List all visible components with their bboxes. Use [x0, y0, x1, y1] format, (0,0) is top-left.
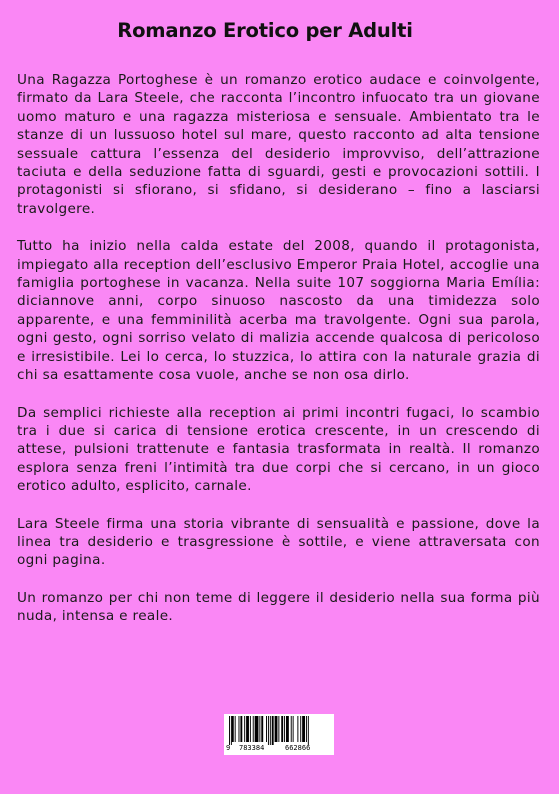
barcode-bar: [255, 716, 259, 742]
barcode-bar: [240, 716, 242, 742]
barcode-bar: [286, 716, 289, 742]
barcode-bar: [244, 716, 245, 742]
barcode-bar: [268, 716, 269, 745]
barcode-bar: [275, 716, 278, 742]
isbn-first-digit: 9: [226, 744, 231, 752]
paragraph-closing: Un romanzo per chi non teme di leggere il desiderio nella sua forma più nuda, intensa e reale.: [17, 589, 540, 625]
barcode-bar: [272, 716, 274, 745]
barcode-bar: [261, 716, 263, 742]
barcode-bar: [278, 716, 279, 742]
barcode-bar: [235, 716, 236, 742]
barcode-bar: [259, 716, 260, 742]
barcode-bar: [239, 716, 240, 742]
barcode-bar: [284, 716, 285, 742]
paragraph-plot: Da semplici richieste alla reception ai primi incontri fugaci, lo scambio tra i due si carica di tensione erotica crescente, in un crescendo di attese, pulsioni trattenute e fantasia trasformata in realtà. Il romanzo esplora senza freni l’intimità tra due corpi che si cercano, in un gioco erotico adulto, esplicito, carnale.: [17, 404, 540, 495]
isbn-right-group: 662866: [285, 744, 311, 752]
barcode-bar: [306, 716, 307, 742]
barcode-bar: [229, 716, 230, 745]
barcode-bar: [232, 716, 234, 742]
isbn-barcode: [224, 714, 334, 755]
barcode-bar: [293, 716, 294, 742]
barcode-bar: [308, 716, 309, 745]
barcode-bar: [250, 716, 251, 742]
paragraph-intro: Una Ragazza Portoghese è un romanzo erotico audace e coinvolgente, firmato da Lara Steele, che racconta l’incontro infuocato tra un giovane uomo maturo e una ragazza misteriosa e sensuale. Ambientato tra le stanze di un lussuoso hotel sul mare, questo racconto ad alta tensione sessuale cattura l’essenza del desiderio improvviso, dell’attrazione taciuta e della seduzione fatta di sguardi, gesti e provocazioni sottili. I protagonisti si sfiorano, si sfidano, si desiderano – fino a lasciarsi travolgere.: [17, 72, 540, 217]
barcode-bar: [253, 716, 254, 742]
isbn-number: [224, 744, 334, 754]
barcode-bar: [266, 716, 267, 742]
paragraph-author: Lara Steele firma una storia vibrante di sensualità e passione, dove la linea tra desiderio e trasgressione è sottile, e viene attraversata con ogni pagina.: [17, 515, 540, 569]
barcode-bar: [291, 716, 292, 742]
back-cover-blurb: [17, 71, 540, 645]
barcode-bar: [231, 716, 232, 745]
page-title: Romanzo Erotico per Adulti: [117, 19, 413, 42]
barcode-bar: [300, 716, 301, 742]
paragraph-setting: Tutto ha inizio nella calda estate del 2008, quando il protagonista, impiegato alla reception dell’esclusivo Emperor Praia Hotel, accoglie una famiglia portoghese in vacanza. Nella suite 107 soggiorna Maria Emília: diciannove anni, corpo sinuoso nascosto da una timidezza solo apparente, e una femminilità acerba ma travolgente. Ogni sua parola, ogni gesto, ogni sorriso velato di malizia accende qualcosa di pericoloso e irresistibile. Lei lo cerca, lo stuzzica, lo attira con la naturale grazia di chi sa esattamente cosa vuole, anche se non osa dirlo.: [17, 238, 540, 384]
barcode-bar: [270, 716, 271, 745]
barcode-bars-icon: [227, 716, 331, 745]
barcode-bar: [302, 716, 305, 742]
barcode-bar: [246, 716, 249, 742]
barcode-bar: [297, 716, 298, 742]
isbn-left-group: 783384: [239, 744, 265, 752]
barcode-bar: [281, 716, 283, 742]
